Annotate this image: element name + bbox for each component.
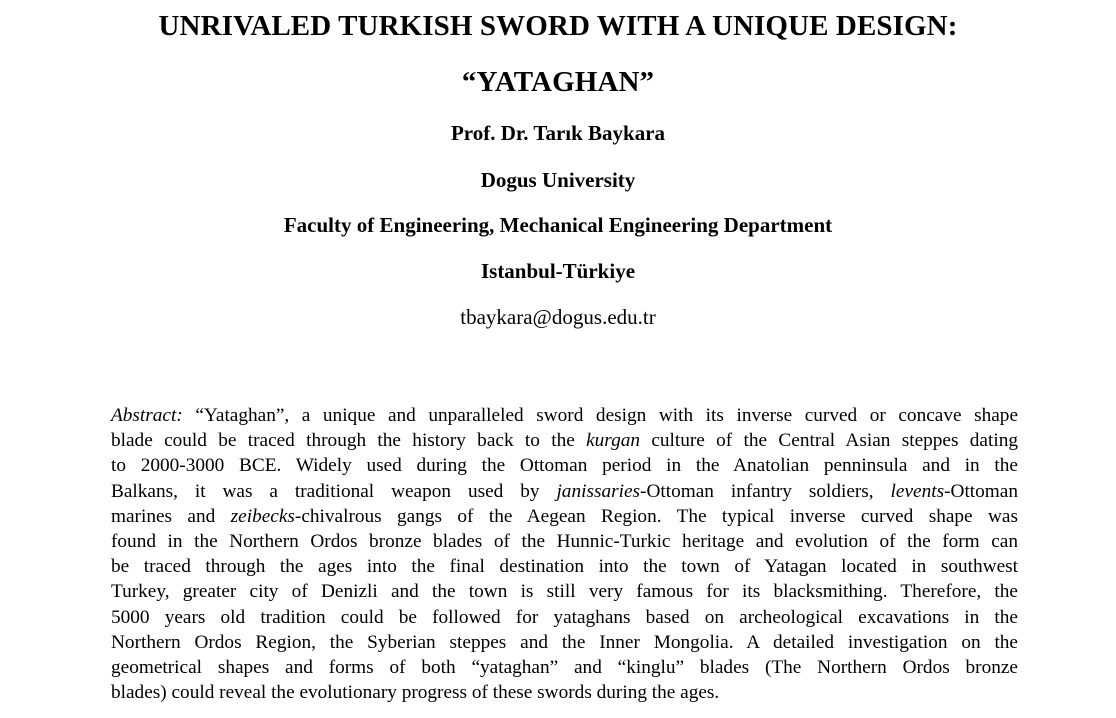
abstract-line [111,554,1018,579]
abstract-text: 5000 years old tradition could be followed for yataghans based on archeological excavations in the [111,606,1018,628]
abstract-text: -chivalrous gangs of the Aegean Region. The typical inverse curved shape was [294,505,1018,527]
abstract-text: Balkans, it was a traditional weapon used by [111,480,557,502]
abstract-text: marines and [111,505,231,527]
abstract-line [111,428,1018,453]
abstract-line [111,680,1018,705]
abstract-text: -Ottoman [944,480,1018,502]
abstract-line [111,479,1018,504]
abstract [111,403,1018,705]
author-university: Dogus University [480,168,636,192]
abstract-italic-term: kurgan [586,430,640,452]
abstract-text: Turkey, greater city of Denizli and the town is still very famous for its blacksmithing. Therefore, the [111,581,1018,603]
abstract-line [111,579,1018,604]
author-email[interactable]: tbaykara@dogus.edu.tr [460,305,656,329]
author-city: Istanbul-Türkiye [480,259,636,283]
author-name: Prof. Dr. Tarık Baykara [450,121,666,145]
abstract-line [111,529,1018,554]
abstract-italic-term: levents [890,480,945,502]
abstract-text: Northern Ordos Region, the Syberian steppes and the Inner Mongolia. A detailed investigation on the [111,631,1018,653]
abstract-line [111,453,1018,478]
abstract-line [111,605,1018,630]
abstract-line [111,403,1018,428]
abstract-text: found in the Northern Ordos bronze blades of the Hunnic-Turkic heritage and evolution of the form can [111,530,1018,552]
abstract-text: -Ottoman infantry soldiers, [640,480,891,502]
abstract-text: be traced through the ages into the final destination into the town of Yatagan located in southwest [111,556,1018,578]
abstract-text: geometrical shapes and forms of both “yataghan” and “kinglu” blades (The Northern Ordos bronze [111,656,1018,678]
abstract-text: culture of the Central Asian steppes dating [640,430,1018,452]
abstract-italic-term: janissaries [556,480,641,502]
abstract-label: Abstract: [111,405,183,426]
paper-title-line-2: “YATAGHAN” [461,66,655,98]
paper-title-line-1: UNRIVALED TURKISH SWORD WITH A UNIQUE DESIGN: [158,10,958,42]
abstract-text: to 2000-3000 BCE. Widely used during the Ottoman period in the Anatolian penninsula and in the [111,455,1018,477]
author-faculty: Faculty of Engineering, Mechanical Engineering Department [283,213,833,237]
abstract-text: “Yataghan”, a unique and unparalleled sword design with its inverse curved or concave shape [182,405,1018,426]
abstract-italic-term: zeibecks [230,505,295,527]
abstract-line [111,630,1018,655]
abstract-text: blade could be traced through the history back to the [111,430,587,452]
abstract-text: blades) could reveal the evolutionary progress of these swords during the ages. [111,682,720,704]
abstract-line [111,504,1018,529]
abstract-line [111,655,1018,680]
